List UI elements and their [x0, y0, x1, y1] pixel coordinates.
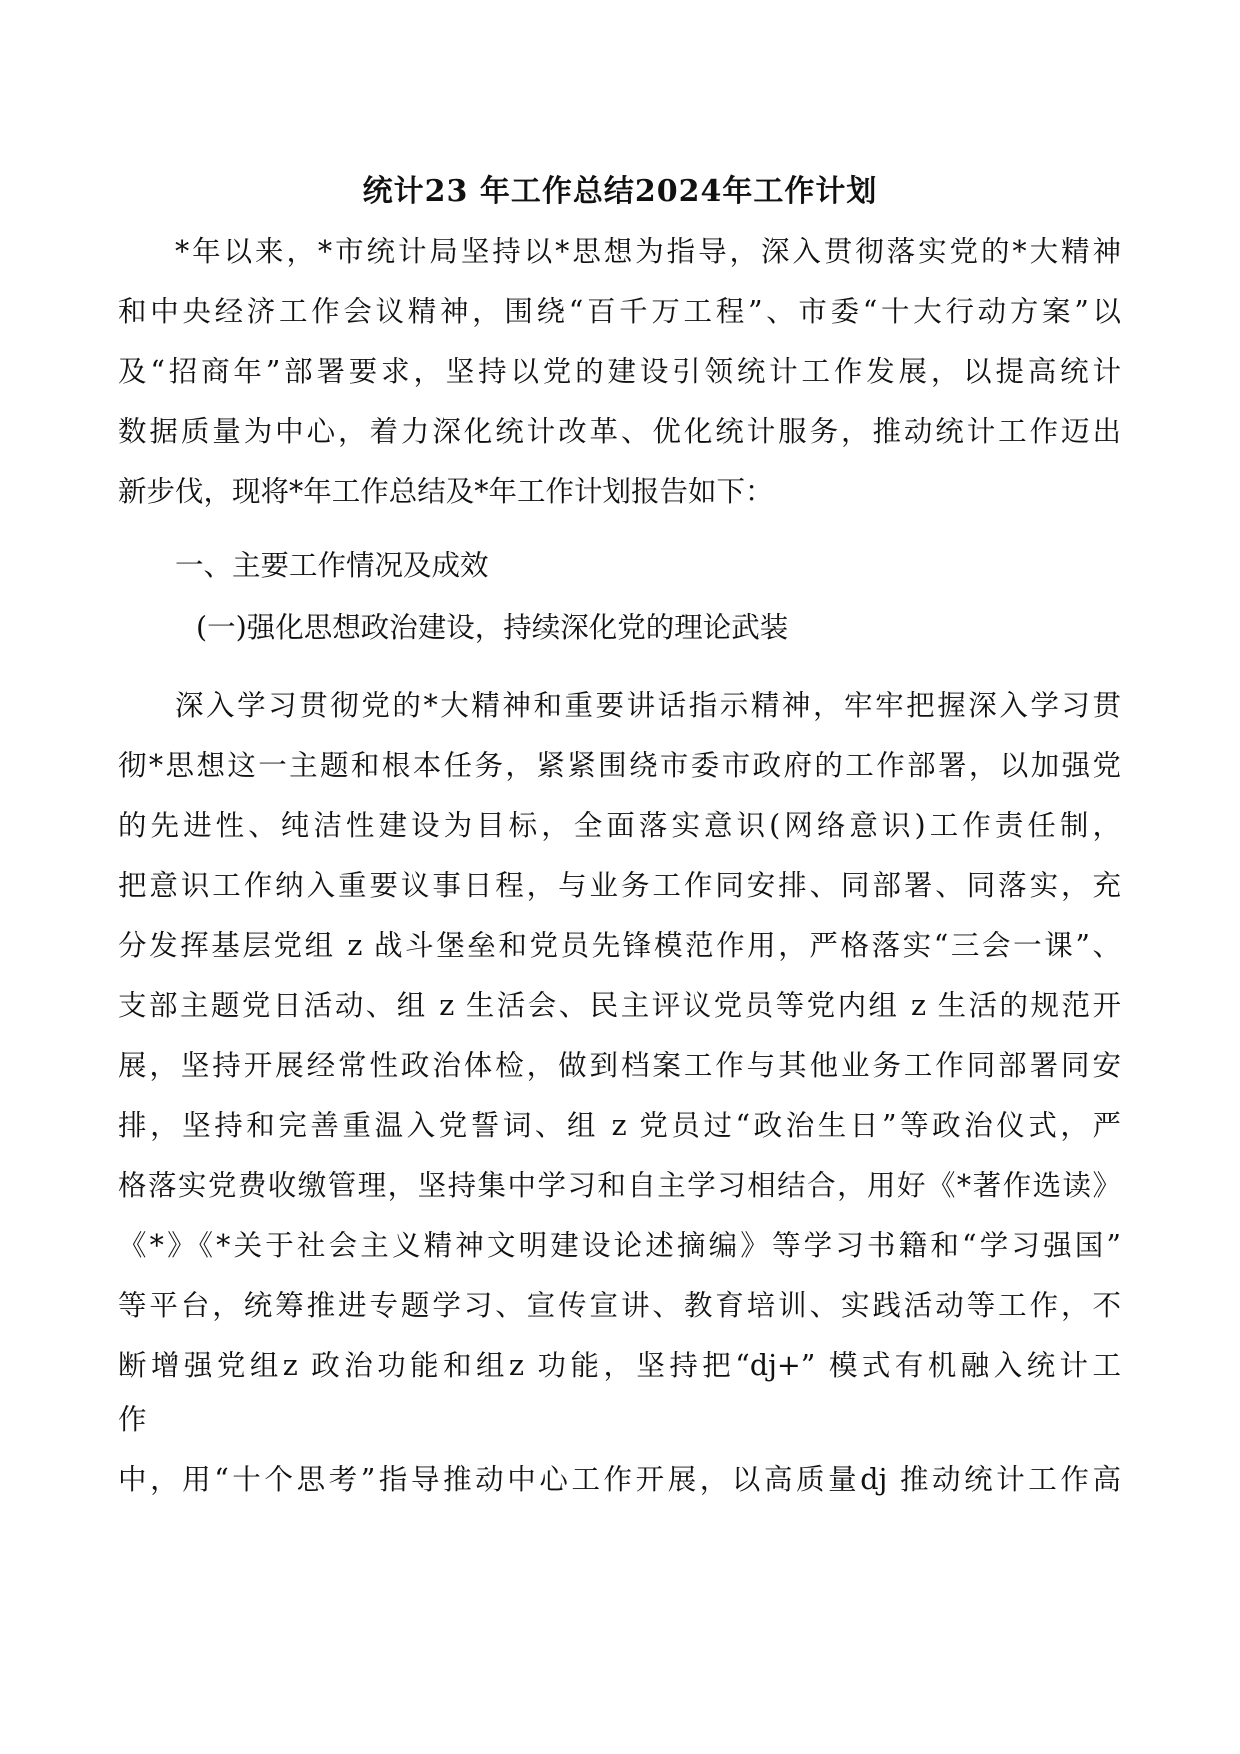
intro-line: *年以来，*市统计局坚持以*思想为指导，深入贯彻落实党的*大精神 [175, 235, 1121, 268]
body-line: 等平台，统筹推进专题学习、宣传宣讲、教育培训、实践活动等工作，不 [118, 1289, 1121, 1322]
subsection-heading: (一)强化思想政治建设，持续深化党的理论武装 [196, 611, 789, 644]
body-line: 中，用“十个思考”指导推动中心工作开展，以高质量dj 推动统计工作高 [118, 1463, 1121, 1496]
body-line: 作 [118, 1403, 147, 1436]
body-line: 深入学习贯彻党的*大精神和重要讲话指示精神，牢牢把握深入学习贯 [175, 689, 1121, 722]
body-line: 断增强党组z 政治功能和组z 功能，坚持把“dj+” 模式有机融入统计工 [118, 1349, 1121, 1382]
intro-line: 和中央经济工作会议精神，围绕“百千万工程”、市委“十大行动方案”以 [118, 295, 1121, 328]
intro-line: 数据质量为中心，着力深化统计改革、优化统计服务，推动统计工作迈出 [118, 415, 1121, 448]
body-line: 分发挥基层党组 z 战斗堡垒和党员先锋模范作用，严格落实“三会一课”、 [118, 929, 1121, 962]
body-line: 支部主题党日活动、组 z 生活会、民主评议党员等党内组 z 生活的规范开 [118, 989, 1121, 1022]
body-line: 排，坚持和完善重温入党誓词、组 z 党员过“政治生日”等政治仪式，严 [118, 1109, 1121, 1142]
body-line: 《*》《*关于社会主义精神文明建设论述摘编》等学习书籍和“学习强国” [118, 1229, 1121, 1262]
body-line: 展，坚持开展经常性政治体检，做到档案工作与其他业务工作同部署同安 [118, 1049, 1121, 1082]
intro-line: 及“招商年”部署要求，坚持以党的建设引领统计工作发展，以提高统计 [118, 355, 1121, 388]
body-line: 格落实党费收缴管理，坚持集中学习和自主学习相结合，用好《*著作选读》 [118, 1169, 1121, 1202]
body-line: 把意识工作纳入重要议事日程，与业务工作同安排、同部署、同落实，充 [118, 869, 1121, 902]
body-line: 彻*思想这一主题和根本任务，紧紧围绕市委市政府的工作部署，以加强党 [118, 749, 1121, 782]
intro-line: 新步伐，现将*年工作总结及*年工作计划报告如下： [118, 475, 774, 508]
document-title: 统计23 年工作总结2024年工作计划 [362, 174, 878, 209]
body-line: 的先进性、纯洁性建设为目标，全面落实意识(网络意识)工作责任制， [118, 809, 1121, 842]
section-heading: 一、主要工作情况及成效 [175, 549, 489, 582]
